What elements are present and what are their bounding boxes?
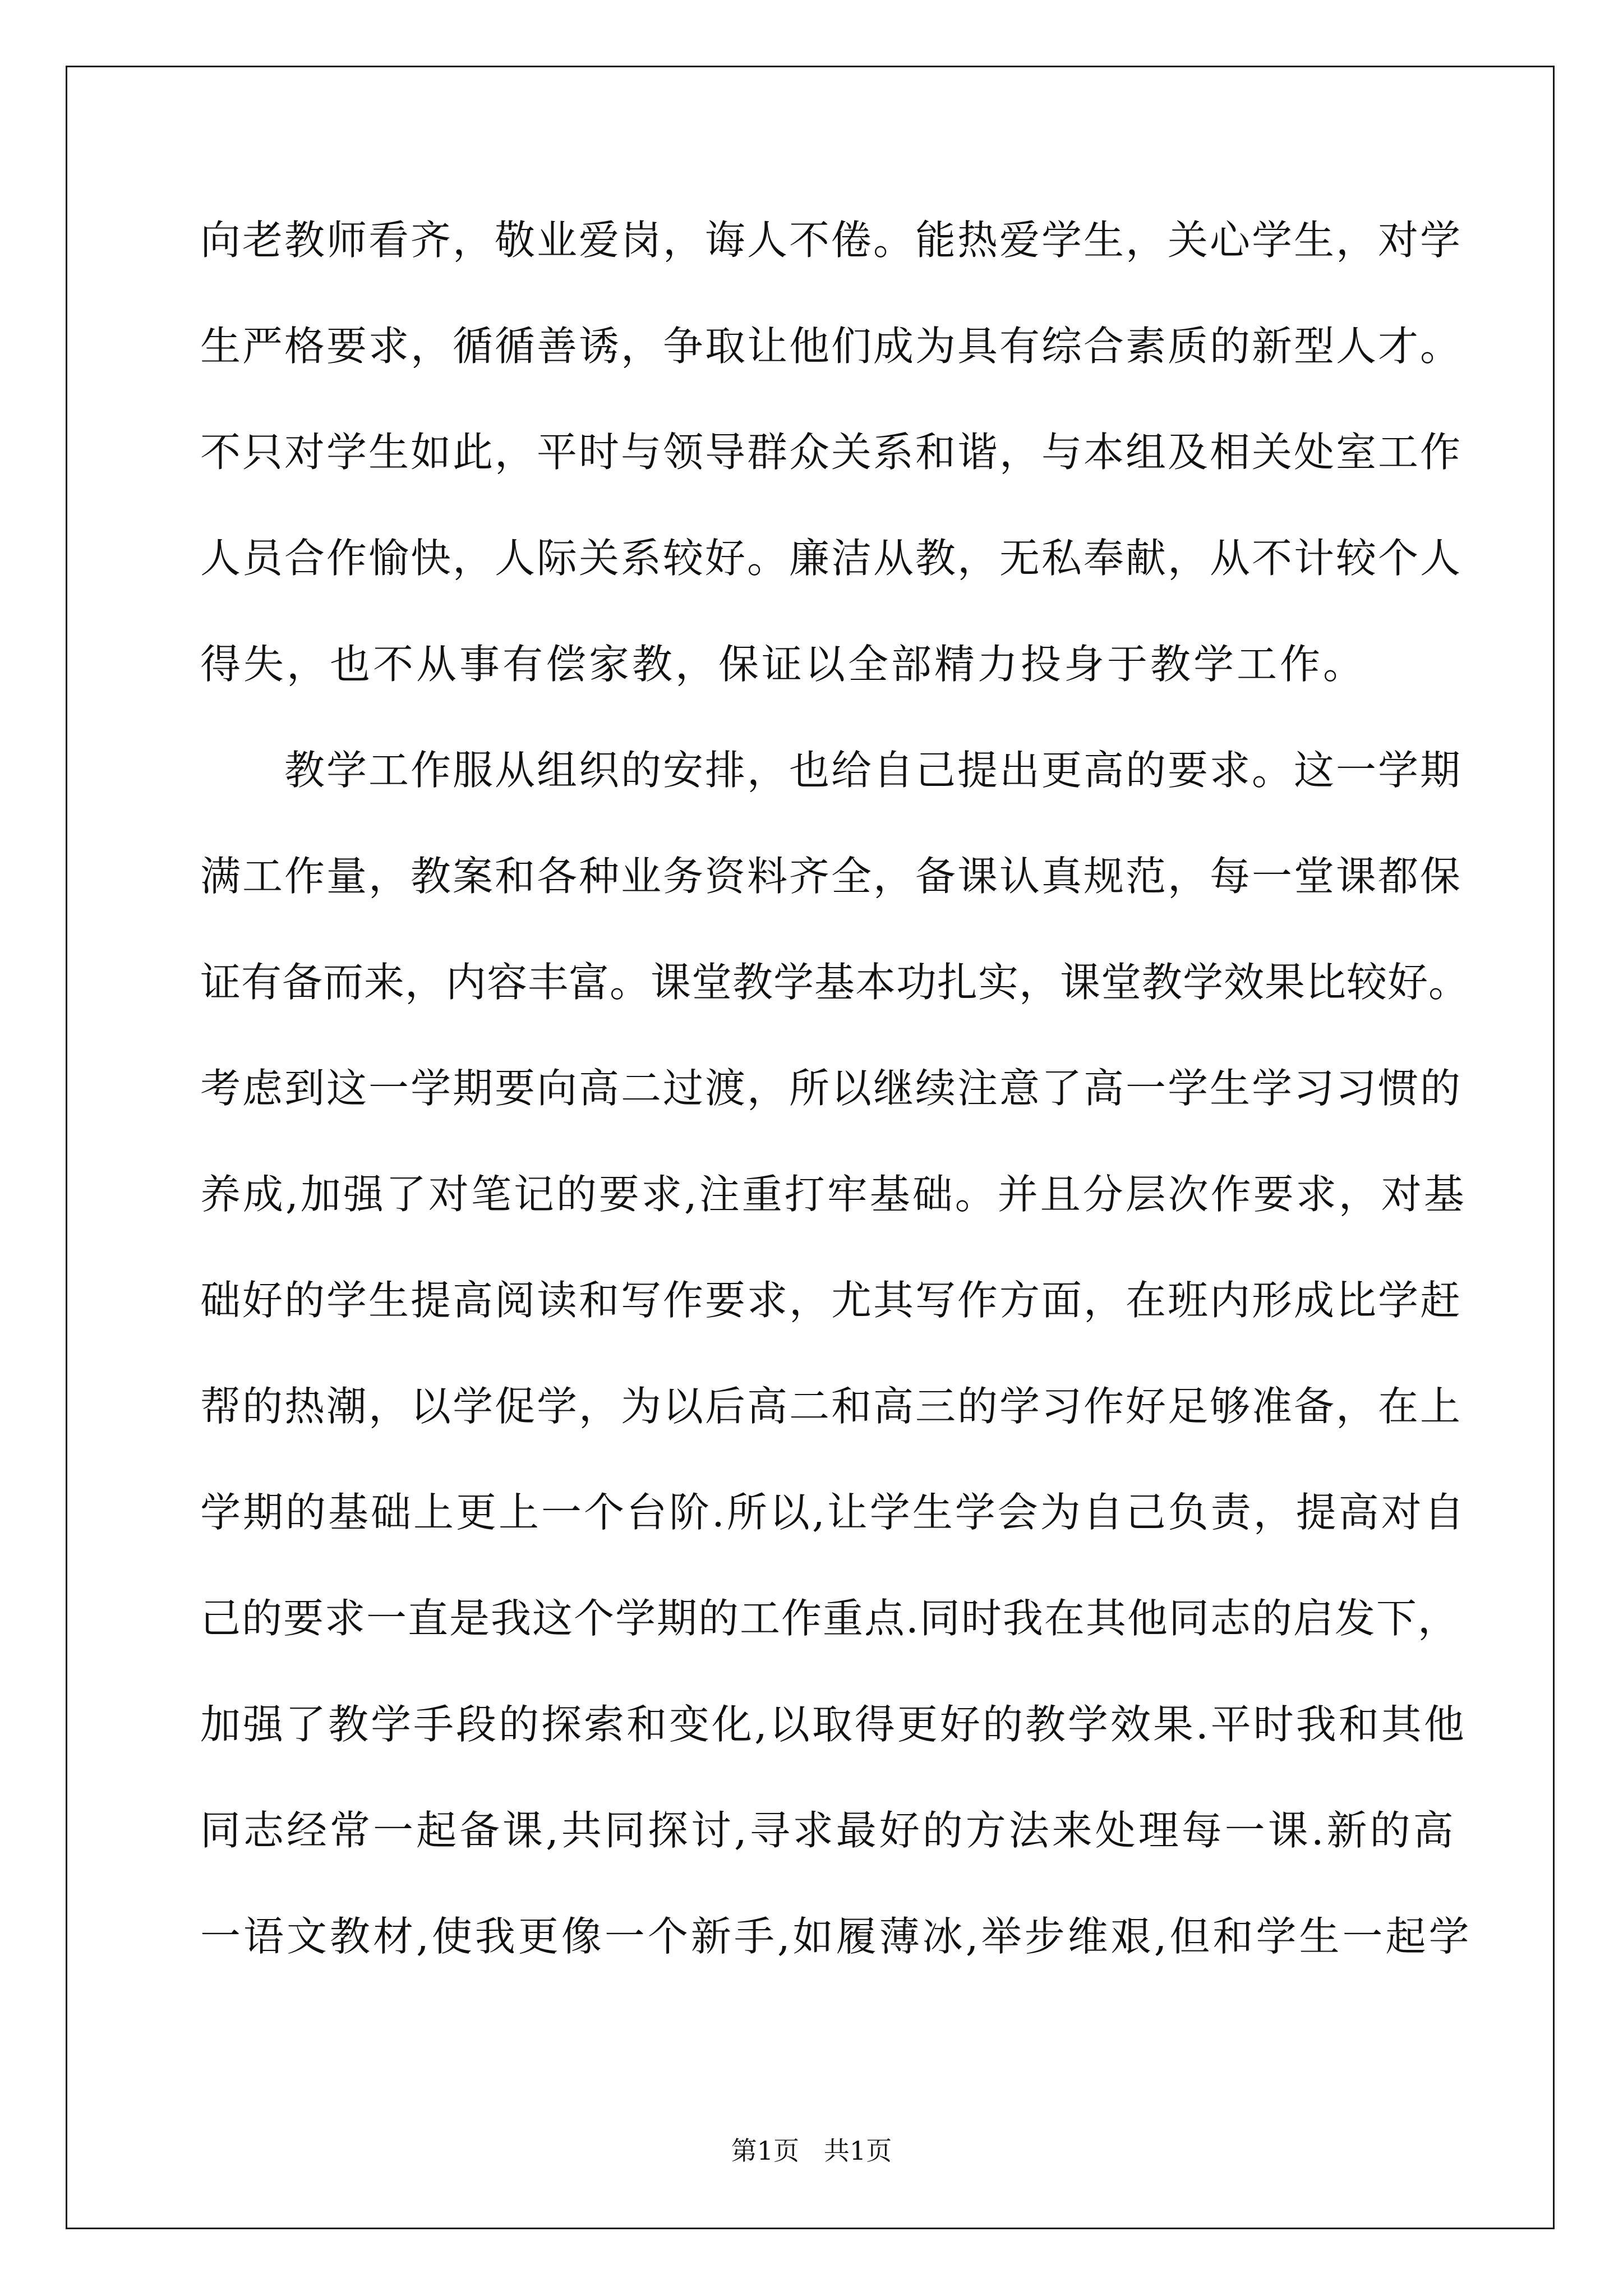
document-body	[200, 217, 1476, 2022]
text-line: 不只对学生如此，平时与领导群众关系和谐，与本组及相关处室工作	[200, 429, 1463, 476]
text-line: 养成,加强了对笔记的要求,注重打牢基础。并且分层次作要求，对基	[200, 1171, 1467, 1218]
text-line: 得失，也不从事有偿家教，保证以全部精力投身于教学工作。	[200, 641, 1367, 688]
text-line: 己的要求一直是我这个学期的工作重点.同时我在其他同志的启发下，	[200, 1595, 1459, 1642]
text-line: 满工作量，教案和各种业务资料齐全，备课认真规范，每一堂课都保	[200, 853, 1463, 900]
text-line: 学期的基础上更上一个台阶.所以,让学生学会为自己负责，提高对自	[200, 1489, 1467, 1536]
text-line: 向老教师看齐，敬业爱岗，诲人不倦。能热爱学生，关心学生，对学	[200, 217, 1463, 264]
text-line: 人员合作愉快，人际关系较好。廉洁从教，无私奉献，从不计较个人	[200, 535, 1463, 582]
page-number-footer: 第1页 共1页	[731, 2136, 892, 2166]
text-line: 加强了教学手段的探索和变化,以取得更好的教学效果.平时我和其他	[200, 1701, 1467, 1748]
text-line: 同志经常一起备课,共同探讨,寻求最好的方法来处理每一课.新的高	[200, 1807, 1456, 1854]
text-line: 一语文教材,使我更像一个新手,如履薄冰,举步维艰,但和学生一起学	[200, 1913, 1472, 1960]
text-line: 帮的热潮，以学促学，为以后高二和高三的学习作好足够准备，在上	[200, 1383, 1463, 1430]
text-line: 考虑到这一学期要向高二过渡，所以继续注意了高一学生学习习惯的	[200, 1065, 1463, 1112]
text-line: 础好的学生提高阅读和写作要求，尤其写作方面，在班内形成比学赶	[200, 1277, 1463, 1324]
text-line: 证有备而来，内容丰富。课堂教学基本功扎实，课堂教学效果比较好。	[200, 959, 1470, 1006]
text-line: 生严格要求，循循善诱，争取让他们成为具有综合素质的新型人才。	[200, 323, 1463, 370]
paragraph-first-line: 教学工作服从组织的安排，也给自己提出更高的要求。这一学期	[284, 747, 1463, 794]
